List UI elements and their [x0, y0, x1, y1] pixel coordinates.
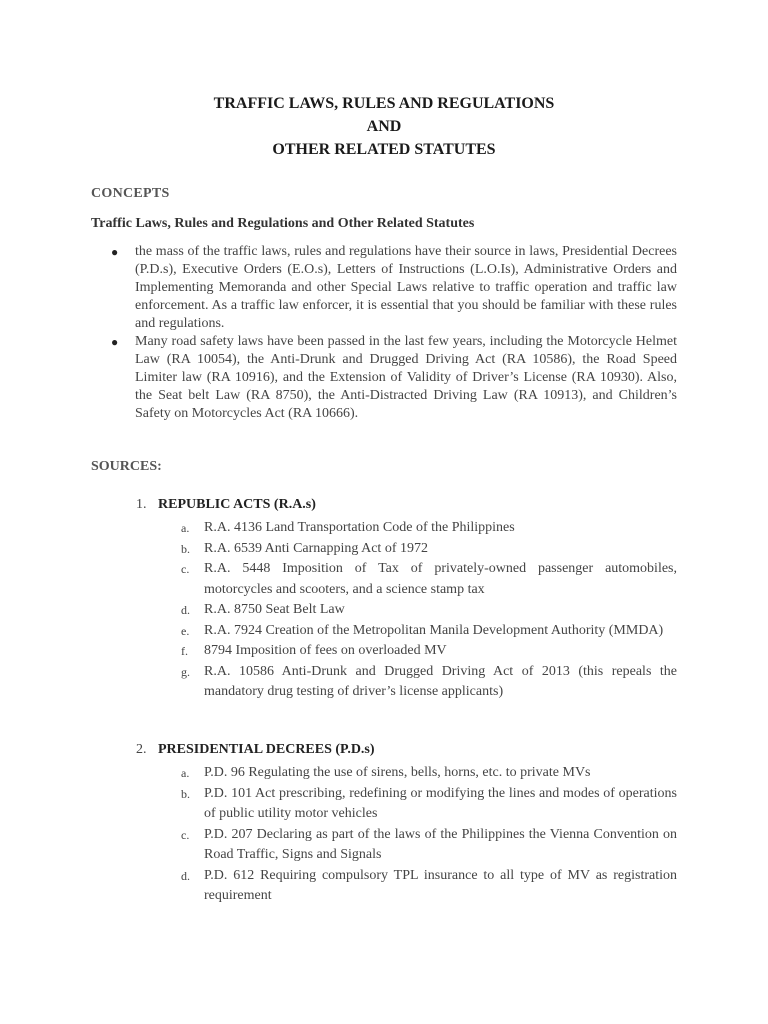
- section-title: PRESIDENTIAL DECREES (P.D.s): [158, 742, 375, 757]
- item-text: R.A. 10586 Anti-Drunk and Drugged Driving Act of 2013 (this repeals the mandatory drug testing of driver’s license applicants): [204, 663, 677, 699]
- section-republic-acts: [136, 497, 677, 703]
- list-item: [136, 866, 677, 907]
- item-text: 8794 Imposition of fees on overloaded MV: [204, 643, 447, 658]
- item-text: R.A. 7924 Creation of the Metropolitan Manila Development Authority (MMDA): [204, 622, 664, 638]
- sources-heading: SOURCES:: [91, 459, 162, 474]
- section-number: 1.: [136, 497, 147, 512]
- list-item: [136, 825, 677, 866]
- item-text: P.D. 96 Regulating the use of sirens, bells, horns, etc. to private MVs: [204, 765, 591, 780]
- item-letter: a.: [181, 521, 190, 535]
- concepts-bullet-list: [91, 243, 677, 423]
- list-item: [136, 662, 677, 703]
- list-item: [136, 600, 677, 621]
- list-item: [136, 518, 677, 539]
- title-line-3: OTHER RELATED STATUTES: [272, 141, 496, 158]
- item-text: R.A. 5448 Imposition of Tax of privately-owned passenger automobiles, motorcycles and scooters, and a science stamp tax: [204, 561, 677, 597]
- section-presidential-decrees: [136, 742, 677, 907]
- bullet-icon: ●: [111, 245, 119, 259]
- item-letter: a.: [181, 766, 190, 780]
- section-title: REPUBLIC ACTS (R.A.s): [158, 497, 316, 512]
- item-text: P.D. 101 Act prescribing, redefining or modifying the lines and modes of operations of public utility motor vehicles: [204, 785, 677, 821]
- bullet-icon: ●: [111, 335, 119, 349]
- list-item: [136, 539, 677, 560]
- item-letter: d.: [181, 603, 190, 617]
- item-letter: b.: [181, 786, 190, 801]
- document-title: [0, 93, 768, 162]
- title-line-2: AND: [366, 118, 402, 135]
- list-item: [91, 333, 677, 423]
- bullet-text: Many road safety laws have been passed in the last few years, including the Motorcycle Helmet Law (RA 10054), the Anti-Drunk and Drugged Driving Act (RA 10586), the Road Speed Limiter law (RA 10916), and the Extension of Validity of Driver’s License (RA 10930). Also, the Seat belt Law (RA 8750), the Anti-Distracted Driving Law (RA 10913), and Children’s Safety on Motorcycles Act (RA 10666).: [135, 334, 677, 421]
- item-letter: f.: [181, 644, 188, 658]
- sub-list: [136, 518, 677, 703]
- section-heading: [136, 742, 677, 763]
- list-item: [136, 621, 677, 642]
- sub-list: [136, 763, 677, 907]
- item-letter: d.: [181, 868, 190, 883]
- item-letter: e.: [181, 623, 190, 638]
- item-letter: b.: [181, 541, 190, 556]
- item-text: P.D. 612 Requiring compulsory TPL insurance to all type of MV as registration requirement: [204, 867, 677, 903]
- item-text: R.A. 6539 Anti Carnapping Act of 1972: [204, 540, 428, 556]
- section-heading: [136, 497, 677, 518]
- concepts-heading: CONCEPTS: [91, 186, 170, 201]
- item-text: P.D. 207 Declaring as part of the laws of the Philippines the Vienna Convention on Road Traffic, Signs and Signals: [204, 826, 677, 862]
- item-text: R.A. 8750 Seat Belt Law: [204, 602, 345, 617]
- list-item: [136, 641, 677, 662]
- item-text: R.A. 4136 Land Transportation Code of the Philippines: [204, 520, 515, 535]
- list-item: [136, 763, 677, 784]
- title-line-1: TRAFFIC LAWS, RULES AND REGULATIONS: [213, 95, 555, 112]
- item-letter: g.: [181, 664, 190, 679]
- list-item: [136, 559, 677, 600]
- list-item: [91, 243, 677, 333]
- concepts-subheading: Traffic Laws, Rules and Regulations and Other Related Statutes: [91, 216, 475, 231]
- section-number: 2.: [136, 742, 147, 757]
- item-letter: c.: [181, 827, 190, 842]
- list-item: [136, 784, 677, 825]
- bullet-text: the mass of the traffic laws, rules and regulations have their source in laws, Presidential Decrees (P.D.s), Executive Orders (E.O.s), Letters of Instructions (L.O.Is), Administrative Orders and Implementing Memoranda and other Special Laws relative to traffic operation and traffic law enforcement. As a traffic law enforcer, it is essential that you should be familiar with these rules and regulations.: [135, 244, 677, 331]
- item-letter: c.: [181, 562, 190, 576]
